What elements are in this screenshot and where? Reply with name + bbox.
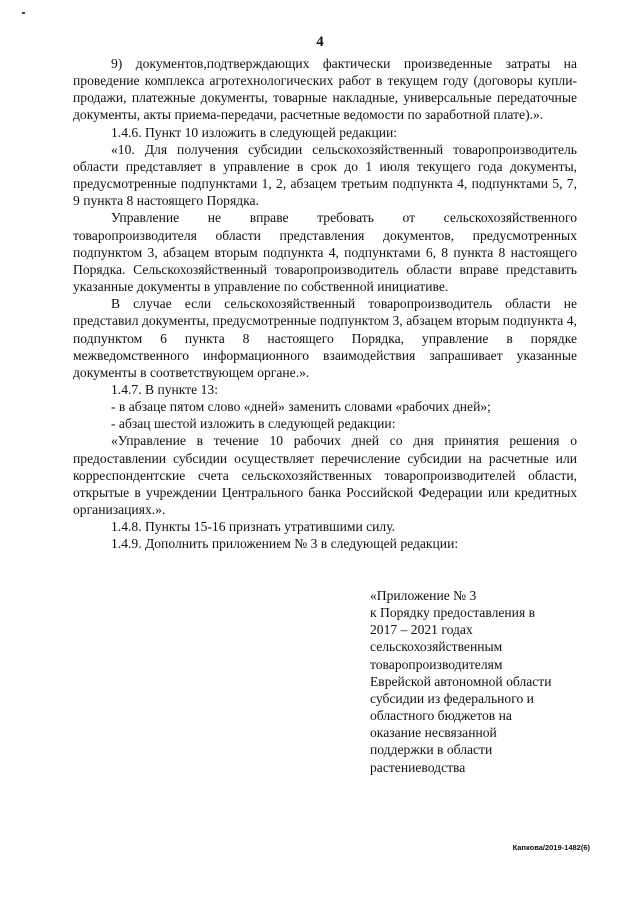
paragraph-clause-1-4-9: 1.4.9. Дополнить приложением № 3 в следующей редакции: <box>111 536 459 552</box>
page-number: 4 <box>316 34 324 50</box>
paragraph-sixth-indent: - абзац шестой изложить в следующей редакции: <box>111 416 396 432</box>
paragraph-interagency-request: В случае если сельскохозяйственный товаропроизводитель области не представил документы, предусмотренные подпунктом 3, абзацем вторым подпункта 4, подпунктом 6 пункта 8 настоящего Порядка, управление в порядке межведомственного информационного взаимодействия запрашивает указанные документы в соответствующем органе.». <box>73 296 577 380</box>
appendix-line: растениеводства <box>370 759 466 775</box>
paragraph-list-item-9: 9) документов,подтверждающих фактически произведенные затраты на проведение комплекса агротехнологических работ в текущем году (договоры купли-продажи, платежные документы, товарные накладные, универсальные передаточные документы, акты приема-передачи, расчетные ведомости по заработной плате).». <box>73 56 577 123</box>
appendix-line: 2017 – 2021 годах <box>370 622 473 638</box>
scan-speck <box>22 12 25 14</box>
appendix-line: сельскохозяйственным <box>370 639 503 655</box>
appendix-line: оказание несвязанной <box>370 725 497 741</box>
appendix-line: к Порядку предоставления в <box>370 605 536 621</box>
document-code: Капкова/2019-1482(6) <box>512 843 590 852</box>
document-body <box>73 55 577 553</box>
appendix-line: «Приложение № 3 <box>370 588 477 603</box>
appendix-line: поддержки в области <box>370 742 493 758</box>
appendix-line: товаропроизводителям <box>370 656 503 672</box>
paragraph-transfer-subsidy: «Управление в течение 10 рабочих дней со дня принятия решения о предоставлении субсидии осуществляет перечисление субсидии на расчетные или корреспондентские счета сельскохозяйственных товаропроизводителей области, открытые в учреждении Центрального банка Российской Федерации или кредитных организациях.». <box>73 433 577 518</box>
paragraph-clause-1-4-7: 1.4.7. В пункте 13: <box>111 381 218 397</box>
paragraph-management-rights: Управление не вправе требовать от сельскохозяйственного товаропроизводителя области представления документов, предусмотренных подпунктом 3, абзацем вторым подпункта 4, подпунктами 6, 8 пункта 8 настоящего Порядка. Сельскохозяйственный товаропроизводитель области вправе представить указанные документы в управление по собственной инициативе. <box>73 210 577 295</box>
paragraph-point-10: «10. Для получения субсидии сельскохозяйственный товаропроизводитель области представляет в управление в срок до 1 июля текущего года документы, предусмотренные подпунктами 1, 2, абзацем третьим подпункта 4, подпунктами 5, 7, 9 пункта 8 настоящего Порядка. <box>73 141 577 209</box>
appendix-line: субсидии из федерального и <box>370 690 534 706</box>
paragraph-clause-1-4-6: 1.4.6. Пункт 10 изложить в следующей редакции: <box>111 124 398 140</box>
appendix-line: областного бюджетов на <box>370 708 512 724</box>
paragraph-fifth-indent: - в абзаце пятом слово «дней» заменить словами «рабочих дней»; <box>111 399 491 415</box>
appendix-header-block <box>370 587 590 776</box>
paragraph-clause-1-4-8: 1.4.8. Пункты 15-16 признать утратившими силу. <box>111 519 396 535</box>
appendix-line: Еврейской автономной области <box>370 673 552 689</box>
